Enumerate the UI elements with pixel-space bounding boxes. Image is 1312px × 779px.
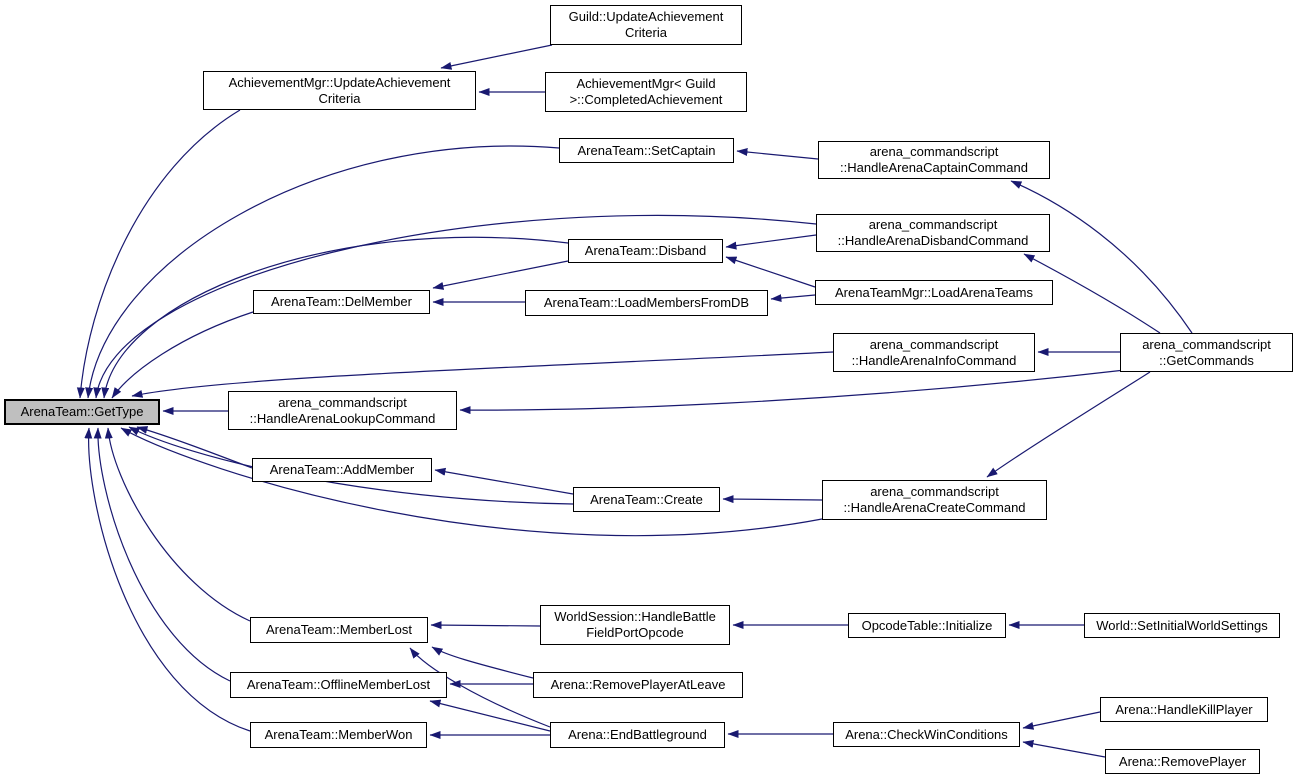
node-member_won[interactable] (250, 722, 427, 748)
node-add_member[interactable] (252, 458, 432, 482)
edge-disband-del_member (433, 261, 568, 288)
node-achmgr_completed[interactable] (545, 72, 747, 112)
edge-offline_lost-get_type (98, 428, 230, 681)
edge-member_lost-get_type (108, 428, 250, 621)
node-label-line: FieldPortOpcode (586, 625, 684, 640)
edge-create_cmd-get_type (121, 428, 822, 536)
node-guild_update[interactable] (550, 5, 742, 45)
node-label-line: Arena::RemovePlayerAtLeave (550, 677, 726, 692)
node-check_win[interactable] (833, 722, 1020, 747)
node-label-line: ::HandleArenaCaptainCommand (840, 160, 1028, 175)
node-lookup_cmd[interactable] (228, 391, 457, 430)
edge-disband_cmd-disband (726, 235, 816, 247)
node-label-line: ArenaTeam::MemberWon (264, 727, 413, 742)
node-label-line: Arena::HandleKillPlayer (1115, 701, 1253, 717)
edge-del_member-get_type (112, 312, 253, 398)
node-disband_cmd[interactable] (816, 214, 1050, 252)
edge-get_commands-create_cmd (987, 372, 1150, 477)
node-disband[interactable] (568, 239, 723, 263)
node-label-line: ArenaTeam::GetType (20, 404, 144, 419)
node-info_cmd[interactable] (833, 333, 1035, 372)
node-label-line: Criteria (625, 25, 667, 40)
node-label-line: arena_commandscript (868, 217, 998, 232)
node-world_init[interactable] (1084, 613, 1280, 638)
edge-end_bg-offline_lost (430, 701, 550, 731)
node-label-line: ::HandleArenaLookupCommand (249, 410, 436, 426)
edge-guild_update-achmgr_update (441, 45, 552, 68)
node-label-line: ArenaTeam::AddMember (269, 462, 415, 477)
node-label-line: arena_commandscript (278, 394, 407, 410)
edge-member_won-get_type (89, 428, 250, 731)
node-label-line: >::CompletedAchievement (569, 92, 723, 107)
edge-load_teams-load_members (771, 295, 815, 299)
node-achmgr_update[interactable] (203, 71, 476, 110)
node-opcode_init[interactable] (848, 613, 1006, 638)
node-set_captain[interactable] (559, 138, 734, 163)
node-label-line: ::HandleArenaCreateCommand (843, 500, 1026, 515)
node-del_member[interactable] (253, 290, 430, 314)
edge-bf_port-member_lost (431, 625, 540, 626)
node-captain_cmd[interactable] (818, 141, 1050, 179)
node-label-line: Arena::RemovePlayer (1118, 753, 1247, 769)
node-label-line: ArenaTeamMgr::LoadArenaTeams (835, 284, 1033, 300)
node-label-line: arena_commandscript (869, 336, 999, 352)
node-bf_port[interactable] (540, 605, 730, 645)
node-label-line: ArenaTeam::LoadMembersFromDB (543, 295, 750, 310)
node-load_members[interactable] (525, 290, 768, 316)
edge-info_cmd-get_type (132, 352, 833, 396)
edge-captain_cmd-set_captain (737, 151, 818, 159)
node-kill_player[interactable] (1100, 697, 1268, 722)
node-label-line: ArenaTeam::SetCaptain (577, 142, 716, 158)
node-load_teams[interactable] (815, 280, 1053, 305)
node-label-line: Guild::UpdateAchievement (568, 9, 724, 24)
node-label-line: ArenaTeam::Disband (584, 243, 707, 258)
edge-get_commands-lookup_cmd (460, 370, 1125, 410)
node-label-line: arena_commandscript (1142, 336, 1271, 352)
edge-load_teams-disband (726, 257, 815, 287)
node-label-line: OpcodeTable::Initialize (861, 617, 993, 633)
node-label-line: World::SetInitialWorldSettings (1096, 617, 1268, 633)
edge-disband-get_type (104, 237, 568, 398)
node-create[interactable] (573, 487, 720, 512)
node-label-line: ::HandleArenaInfoCommand (851, 352, 1017, 368)
node-remove_at_leave[interactable] (533, 672, 743, 698)
node-label-line: ::GetCommands (1159, 352, 1254, 368)
node-label-line: ArenaTeam::OfflineMemberLost (246, 677, 431, 692)
edge-remove_player-check_win (1023, 742, 1105, 757)
node-label-line: Arena::CheckWinConditions (845, 726, 1008, 742)
edge-get_commands-captain_cmd (1011, 181, 1192, 333)
node-label-line: ArenaTeam::MemberLost (266, 622, 412, 637)
node-label-line: ArenaTeam::Create (590, 491, 703, 507)
edge-create-add_member (435, 470, 573, 494)
node-end_bg[interactable] (550, 722, 725, 748)
node-label-line: WorldSession::HandleBattle (554, 609, 716, 624)
node-label-line: ::HandleArenaDisbandCommand (837, 233, 1029, 248)
edge-set_captain-get_type (88, 146, 559, 398)
node-label-line: Arena::EndBattleground (568, 727, 707, 742)
node-get_commands[interactable] (1120, 333, 1293, 372)
node-create_cmd[interactable] (822, 480, 1047, 520)
node-offline_lost[interactable] (230, 672, 447, 698)
node-label-line: arena_commandscript (870, 484, 999, 499)
node-label-line: AchievementMgr::UpdateAchievement (228, 74, 451, 90)
node-get_type (4, 399, 160, 425)
node-label-line: arena_commandscript (869, 144, 999, 159)
edge-kill_player-check_win (1023, 712, 1100, 728)
edge-add_member-get_type (137, 427, 252, 468)
edge-create_cmd-create (723, 499, 822, 500)
node-label-line: AchievementMgr< Guild (576, 76, 716, 91)
edge-remove_at_leave-member_lost (432, 647, 533, 678)
node-member_lost[interactable] (250, 617, 428, 643)
node-remove_player[interactable] (1105, 749, 1260, 774)
node-label-line: ArenaTeam::DelMember (271, 294, 412, 309)
node-label-line: Criteria (318, 90, 361, 106)
